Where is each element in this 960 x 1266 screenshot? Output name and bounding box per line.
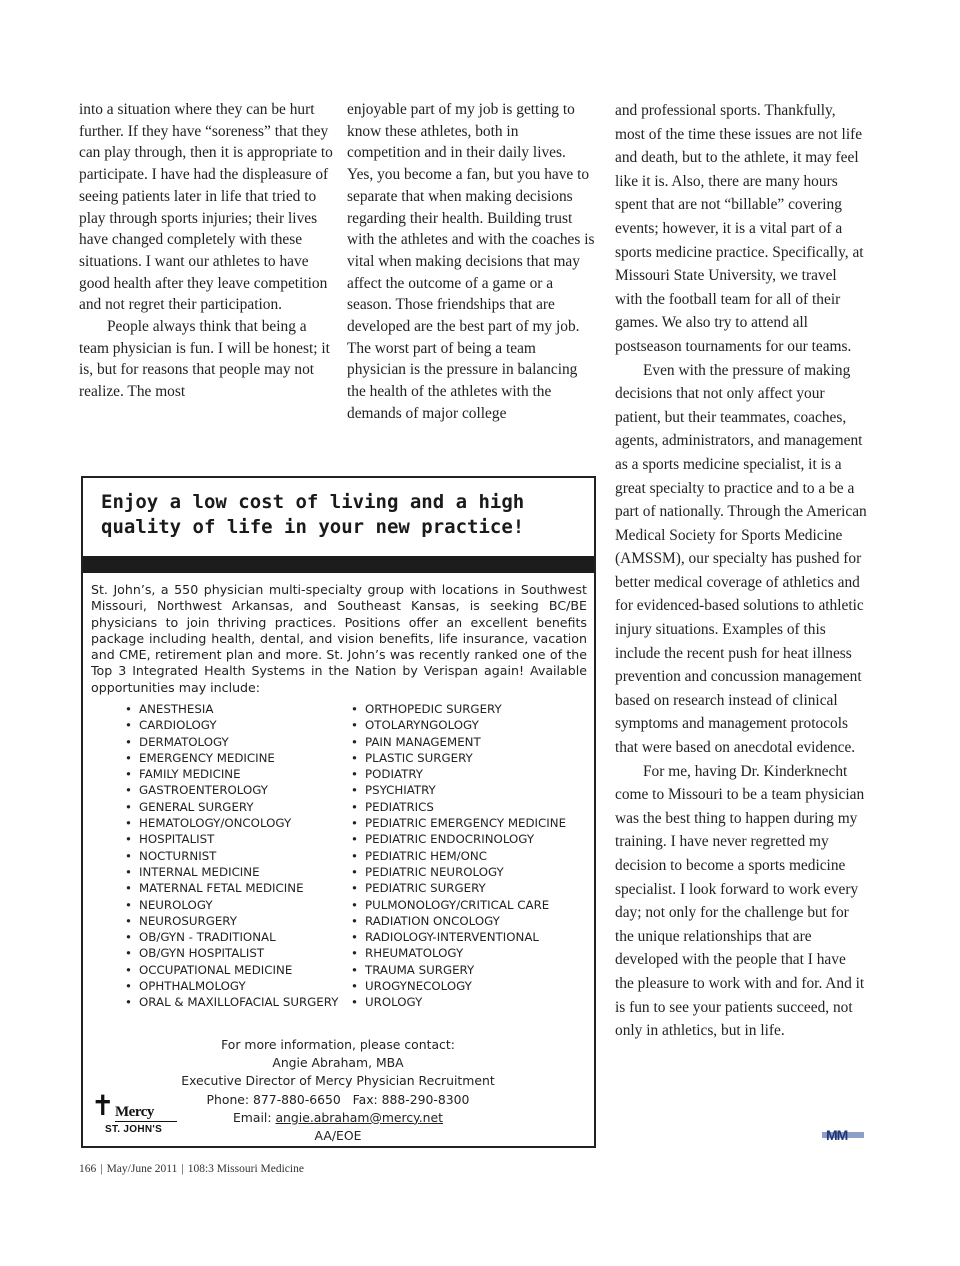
- specialty-item: • ORAL & MAXILLOFACIAL SURGERY: [125, 994, 340, 1010]
- article-column-3: [615, 99, 867, 1043]
- specialty-item: • OTOLARYNGOLOGY: [351, 717, 586, 733]
- specialty-item: • GASTROENTEROLOGY: [125, 782, 340, 798]
- mercy-st-johns-logo: [89, 1090, 181, 1140]
- specialty-item: • PEDIATRIC ENDOCRINOLOGY: [351, 831, 586, 847]
- mm-end-badge: [822, 1127, 864, 1143]
- ad-headline: Enjoy a low cost of living and a high quality of life in your new practice!: [101, 491, 525, 538]
- specialty-item: • RADIATION ONCOLOGY: [351, 913, 586, 929]
- specialty-item: • OPHTHALMOLOGY: [125, 978, 340, 994]
- page-footer: [79, 1163, 304, 1175]
- contact-phone: Phone: 877-880-6650 Fax: 888-290-8300: [206, 1091, 470, 1107]
- specialty-item: • PODIATRY: [351, 766, 586, 782]
- footer-journal: 108:3 Missouri Medicine: [187, 1163, 304, 1175]
- specialty-item: • RHEUMATOLOGY: [351, 945, 586, 961]
- ad-divider-bar: [83, 556, 594, 573]
- logo-st-johns-text: ST. JOHN'S: [105, 1124, 163, 1135]
- specialty-item: • RADIOLOGY-INTERVENTIONAL: [351, 929, 586, 945]
- article-paragraph: People always think that being a team physician is fun. I will be honest; it is, but for reasons that people may not realize. The most: [79, 318, 330, 401]
- ad-contact-block: [143, 1036, 533, 1145]
- recruitment-ad: [81, 476, 596, 1148]
- contact-eoe: AA/EOE: [314, 1128, 362, 1144]
- specialty-item: • ANESTHESIA: [125, 701, 340, 717]
- contact-title: Executive Director of Mercy Physician Recruitment: [181, 1073, 495, 1089]
- contact-email-label: Email:: [232, 1109, 276, 1125]
- footer-issue: May/June 2011: [106, 1163, 178, 1175]
- specialty-item: • FAMILY MEDICINE: [125, 766, 340, 782]
- article-paragraph: into a situation where they can be hurt further. If they have “soreness” that they can play through, then it is appropriate to participate. I have had the displeasure of seeing patients later in life that tried to play through sports injuries; their lives have changed completely with these situations. I want our athletes to have good health after they leave competition and not regret their participation.: [79, 101, 333, 314]
- specialty-item: • DERMATOLOGY: [125, 734, 340, 750]
- cross-icon: ✝: [91, 1089, 115, 1122]
- specialty-item: • HOSPITALIST: [125, 831, 340, 847]
- specialty-item: • GENERAL SURGERY: [125, 799, 340, 815]
- footer-page-number: 166: [79, 1163, 97, 1175]
- specialty-list-right: [351, 701, 586, 1011]
- specialty-item: • PEDIATRICS: [351, 799, 586, 815]
- specialty-item: • PULMONOLOGY/CRITICAL CARE: [351, 897, 586, 913]
- specialty-item: • PEDIATRIC SURGERY: [351, 880, 586, 896]
- specialty-item: • PEDIATRIC EMERGENCY MEDICINE: [351, 815, 586, 831]
- specialty-item: • PEDIATRIC HEM/ONC: [351, 848, 586, 864]
- footer-separator: |: [100, 1163, 103, 1175]
- badge-text: MM: [826, 1127, 848, 1143]
- article-paragraph: and professional sports. Thankfully, most of the time these issues are not life and death, but to the athlete, it may feel like it is. Also, there are many hours spent that are not “billable” covering events; however, it is a vital part of a sports medicine practice. Specifically, at Missouri State University, we travel with the football team for all of their games. We also try to attend all postseason tournaments for our teams.: [615, 102, 864, 355]
- contact-email-line: [143, 1109, 533, 1127]
- specialty-item: • UROGYNECOLOGY: [351, 978, 586, 994]
- specialty-item: • NEUROLOGY: [125, 897, 340, 913]
- footer-separator: |: [181, 1163, 184, 1175]
- article-column-1: [79, 99, 339, 403]
- specialty-item: • TRAUMA SURGERY: [351, 962, 586, 978]
- contact-email-link[interactable]: angie.abraham@mercy.net: [275, 1109, 444, 1125]
- specialty-item: • NOCTURNIST: [125, 848, 340, 864]
- specialty-item: • EMERGENCY MEDICINE: [125, 750, 340, 766]
- specialty-item: • OB/GYN - TRADITIONAL: [125, 929, 340, 945]
- article-paragraph: Even with the pressure of making decisions that not only affect your patient, but their teammates, coaches, agents, administrators, and management as a sports medicine specialist, it is a great specialty to practice and to a be a part of nationally. Through the American Medical Society for Sports Medicine (AMSSM), our specialty has pushed for better medical coverage of athletics and for evidenced-based solutions to athletic injury situations. Examples of this include the recent push for heat illness prevention and concussion management based on research instead of clinical symptoms and management protocols that were based on anecdotal evidence.: [615, 361, 867, 757]
- specialty-item: • OCCUPATIONAL MEDICINE: [125, 962, 340, 978]
- specialty-item: • PLASTIC SURGERY: [351, 750, 586, 766]
- specialty-item: • OB/GYN HOSPITALIST: [125, 945, 340, 961]
- contact-name: Angie Abraham, MBA: [272, 1055, 404, 1071]
- specialty-item: • PAIN MANAGEMENT: [351, 734, 586, 750]
- specialty-item: • PSYCHIATRY: [351, 782, 586, 798]
- specialty-item: • ORTHOPEDIC SURGERY: [351, 701, 586, 717]
- ad-intro-text: St. John’s, a 550 physician multi-specialty group with locations in Southwest Missouri, Northwest Arkansas, and Southeast Kansas, is seeking BC/BE physicians to join thriving practices. Positions offer an excellent benefits package including health, dental, and vision benefits, life insurance, vacation and CME, retirement plan and more. St. John’s was recently ranked one of the Top 3 Integrated Health Systems in the Nation by Verispan again! Available opportunities may include:: [91, 582, 587, 695]
- specialty-list-left: [125, 701, 340, 1011]
- article-column-2: [347, 99, 595, 425]
- logo-mercy-text: Mercy: [115, 1104, 177, 1122]
- specialty-item: • HEMATOLOGY/ONCOLOGY: [125, 815, 340, 831]
- specialty-item: • NEUROSURGERY: [125, 913, 340, 929]
- contact-heading: For more information, please contact:: [221, 1037, 455, 1052]
- specialty-item: • MATERNAL FETAL MEDICINE: [125, 880, 340, 896]
- article-paragraph: For me, having Dr. Kinderknecht come to Missouri to be a team physician was the best thing to happen during my training. I have never regretted my decision to become a sports medicine specialist. I look forward to work every day; not only for the challenge but for the unique relationships that are developed with the people that I have the pleasure to work with and for. And it is fun to see your patients succeed, not only in athletics, but in life.: [615, 762, 865, 1040]
- specialty-item: • UROLOGY: [351, 994, 586, 1010]
- specialty-item: • PEDIATRIC NEUROLOGY: [351, 864, 586, 880]
- article-paragraph: enjoyable part of my job is getting to know these athletes, both in competition and in their daily lives. Yes, you become a fan, but you have to separate that when making decisions regarding their health. Building trust with the athletes and with the coaches is vital when making decisions that may affect the outcome of a game or a season. Those friendships that are developed are the best part of my job. The worst part of being a team physician is the pressure in balancing the health of the athletes with the demands of major college: [347, 101, 595, 422]
- specialty-item: • CARDIOLOGY: [125, 717, 340, 733]
- specialty-item: • INTERNAL MEDICINE: [125, 864, 340, 880]
